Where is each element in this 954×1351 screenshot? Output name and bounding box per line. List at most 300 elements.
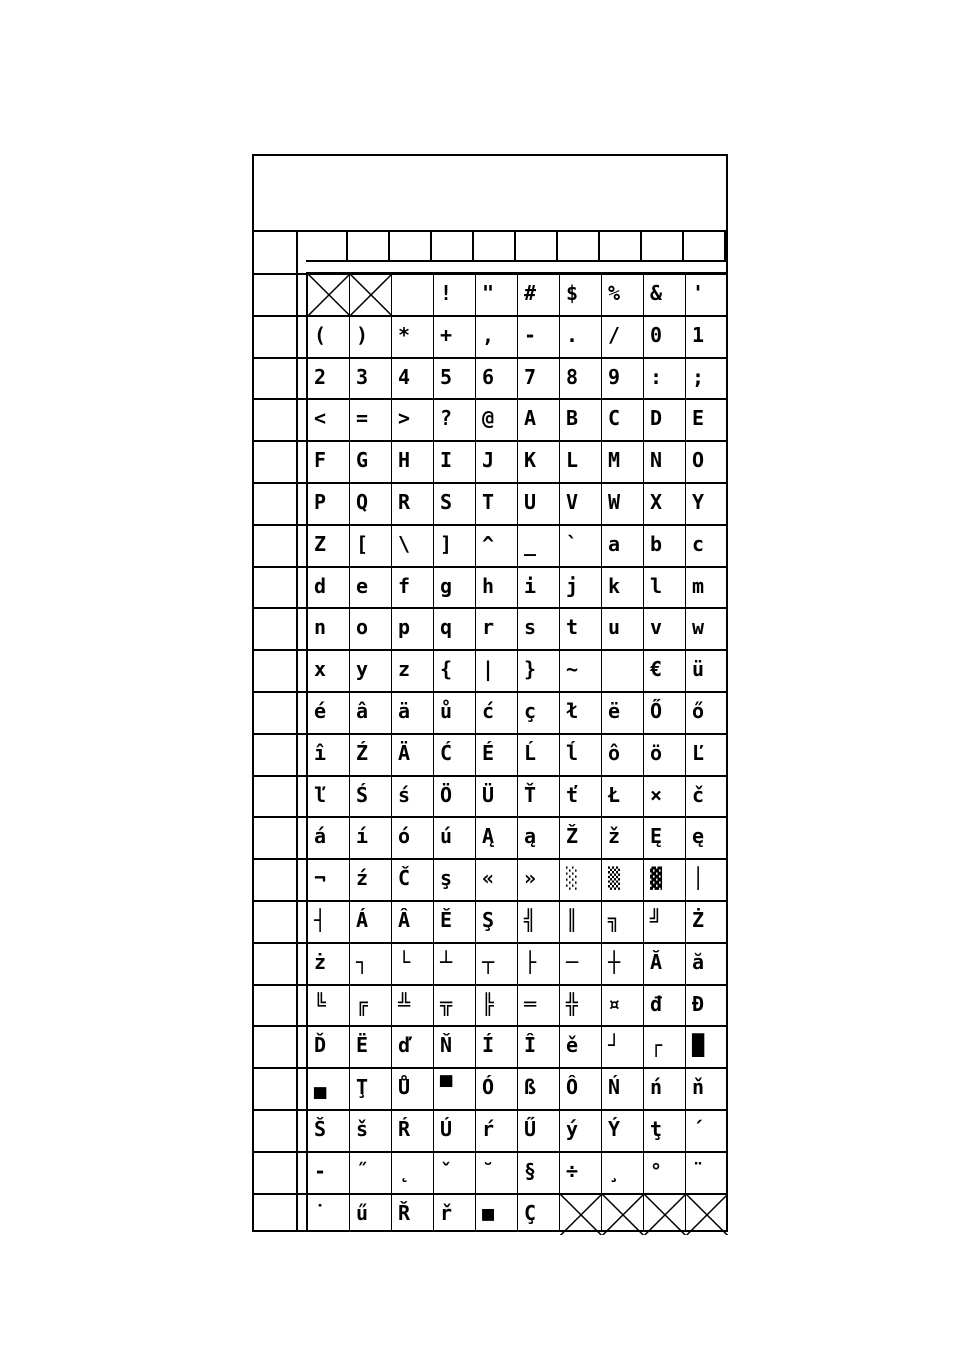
column-divider bbox=[433, 274, 434, 1230]
char-cell bbox=[434, 1110, 476, 1152]
char-cell bbox=[308, 1026, 350, 1068]
char-cell bbox=[518, 1110, 560, 1152]
char-glyph: š bbox=[356, 1117, 369, 1141]
char-glyph: Ń bbox=[608, 1075, 621, 1100]
char-glyph: ę bbox=[692, 824, 705, 849]
char-glyph: Ď bbox=[314, 1033, 327, 1058]
char-glyph: ˙ bbox=[314, 1200, 327, 1225]
char-glyph: ˛ bbox=[398, 1158, 411, 1183]
char-glyph: M bbox=[608, 448, 621, 473]
char-cell bbox=[434, 316, 476, 358]
char-glyph: ' bbox=[692, 281, 705, 305]
char-cell bbox=[686, 734, 728, 776]
char-cell bbox=[434, 441, 476, 483]
row-divider bbox=[254, 482, 726, 484]
char-cell bbox=[644, 817, 686, 859]
char-glyph: t bbox=[566, 615, 579, 640]
char-glyph: ╔ bbox=[356, 991, 369, 1016]
char-glyph: ╚ bbox=[314, 991, 327, 1016]
char-cell bbox=[644, 1152, 686, 1194]
char-glyph: ] bbox=[440, 531, 453, 556]
char-cell bbox=[644, 525, 686, 567]
char-cell bbox=[518, 776, 560, 818]
char-cell bbox=[518, 399, 560, 441]
row-divider bbox=[254, 440, 726, 442]
char-cell bbox=[686, 358, 728, 400]
char-glyph: Ç bbox=[524, 1200, 537, 1225]
char-glyph: ö bbox=[650, 740, 663, 765]
char-glyph: ■ bbox=[482, 1200, 495, 1225]
cross-mark-icon bbox=[350, 274, 392, 316]
char-glyph: y bbox=[356, 657, 369, 682]
char-cell bbox=[350, 817, 392, 859]
char-cell bbox=[308, 734, 350, 776]
char-cell bbox=[350, 525, 392, 567]
char-cell bbox=[560, 1110, 602, 1152]
char-glyph: ű bbox=[356, 1200, 369, 1225]
char-cell bbox=[350, 1194, 392, 1236]
char-cell bbox=[644, 776, 686, 818]
char-glyph: € bbox=[650, 657, 663, 682]
title-band bbox=[254, 156, 726, 232]
char-glyph: Ż bbox=[692, 908, 705, 932]
column-header-cell bbox=[474, 232, 516, 262]
char-glyph: ä bbox=[398, 699, 411, 723]
char-cell bbox=[476, 316, 518, 358]
char-glyph: ) bbox=[356, 322, 369, 347]
unused-cell bbox=[602, 1194, 644, 1236]
char-cell bbox=[434, 943, 476, 985]
char-glyph: q bbox=[440, 615, 453, 640]
char-glyph: P bbox=[314, 490, 327, 514]
row-label-column bbox=[254, 232, 298, 1230]
char-cell bbox=[350, 608, 392, 650]
char-glyph: í bbox=[356, 824, 369, 849]
char-glyph: ╗ bbox=[608, 908, 621, 932]
char-glyph: G bbox=[356, 448, 369, 473]
char-glyph: Ý bbox=[608, 1117, 621, 1141]
char-cell bbox=[560, 399, 602, 441]
char-cell bbox=[686, 1152, 728, 1194]
char-glyph: + bbox=[440, 322, 453, 347]
char-cell bbox=[308, 399, 350, 441]
char-glyph: ╣ bbox=[524, 908, 537, 932]
char-cell bbox=[686, 985, 728, 1027]
char-glyph: ô bbox=[608, 740, 621, 765]
char-cell bbox=[518, 441, 560, 483]
char-cell bbox=[434, 525, 476, 567]
char-cell bbox=[644, 1110, 686, 1152]
char-cell bbox=[476, 525, 518, 567]
char-cell bbox=[350, 1068, 392, 1110]
char-glyph: Ă bbox=[650, 949, 663, 974]
char-glyph: Đ bbox=[692, 991, 705, 1016]
row-divider bbox=[254, 607, 726, 609]
char-glyph: $ bbox=[566, 281, 579, 305]
char-glyph: ż bbox=[314, 949, 327, 974]
char-glyph: ţ bbox=[650, 1117, 663, 1141]
char-cell bbox=[476, 817, 518, 859]
char-glyph: d bbox=[314, 573, 327, 598]
column-divider bbox=[517, 274, 518, 1230]
char-cell bbox=[518, 943, 560, 985]
char-cell bbox=[434, 358, 476, 400]
char-cell bbox=[686, 1026, 728, 1068]
char-cell bbox=[392, 525, 434, 567]
char-glyph: Ü bbox=[482, 782, 495, 807]
char-glyph: █ bbox=[692, 1033, 705, 1058]
char-cell bbox=[308, 316, 350, 358]
char-cell bbox=[560, 985, 602, 1027]
char-cell bbox=[560, 1152, 602, 1194]
char-cell bbox=[350, 1026, 392, 1068]
char-cell bbox=[434, 734, 476, 776]
char-glyph: f bbox=[398, 573, 411, 598]
char-glyph: V bbox=[566, 490, 579, 514]
char-glyph: ( bbox=[314, 322, 327, 347]
char-cell bbox=[434, 567, 476, 609]
char-cell bbox=[476, 483, 518, 525]
row-divider bbox=[254, 1109, 726, 1111]
char-glyph: É bbox=[482, 740, 495, 765]
char-glyph: ░ bbox=[566, 866, 579, 891]
column-divider bbox=[349, 274, 350, 1230]
char-glyph: ┬ bbox=[482, 949, 495, 974]
column-divider bbox=[601, 274, 602, 1230]
cross-mark-icon bbox=[308, 274, 350, 316]
char-cell bbox=[308, 1152, 350, 1194]
char-cell bbox=[602, 734, 644, 776]
column-header-cell bbox=[684, 232, 726, 262]
char-cell bbox=[308, 859, 350, 901]
char-cell bbox=[518, 734, 560, 776]
unused-cell bbox=[308, 274, 350, 316]
char-glyph: z bbox=[398, 657, 411, 682]
char-cell bbox=[644, 441, 686, 483]
char-glyph: n bbox=[314, 615, 327, 640]
char-glyph: j bbox=[566, 573, 579, 598]
char-glyph: b bbox=[650, 531, 663, 556]
char-glyph: Ř bbox=[398, 1200, 411, 1225]
char-glyph: g bbox=[440, 573, 453, 598]
row-divider bbox=[254, 524, 726, 526]
char-glyph: 2 bbox=[314, 364, 327, 389]
char-cell bbox=[476, 901, 518, 943]
char-cell bbox=[434, 399, 476, 441]
char-cell bbox=[602, 358, 644, 400]
char-glyph: 9 bbox=[608, 364, 621, 389]
char-glyph: Ś bbox=[356, 782, 369, 807]
char-cell bbox=[476, 358, 518, 400]
char-cell bbox=[392, 399, 434, 441]
char-glyph: ú bbox=[440, 824, 453, 849]
char-glyph: C bbox=[608, 406, 621, 431]
char-glyph: Ö bbox=[440, 782, 453, 807]
char-glyph: ^ bbox=[482, 531, 495, 556]
char-glyph: s bbox=[524, 615, 537, 640]
char-glyph: ĺ bbox=[566, 740, 579, 765]
char-cell bbox=[434, 776, 476, 818]
char-glyph: Ě bbox=[440, 908, 453, 932]
code-page-table bbox=[252, 154, 728, 1232]
char-glyph: ╩ bbox=[398, 991, 411, 1016]
char-cell bbox=[686, 274, 728, 316]
char-glyph: Ô bbox=[566, 1075, 579, 1100]
char-glyph: Ë bbox=[356, 1033, 369, 1058]
char-glyph: ˇ bbox=[440, 1158, 453, 1183]
char-glyph: Ş bbox=[482, 908, 495, 932]
char-glyph: ° bbox=[650, 1158, 663, 1183]
char-glyph: á bbox=[314, 824, 327, 849]
char-glyph: ├ bbox=[524, 949, 537, 974]
char-cell bbox=[644, 859, 686, 901]
char-glyph: ľ bbox=[314, 782, 327, 807]
row-divider bbox=[254, 775, 726, 777]
char-cell bbox=[434, 1068, 476, 1110]
char-cell bbox=[392, 483, 434, 525]
char-glyph: . bbox=[566, 322, 579, 347]
char-cell bbox=[308, 650, 350, 692]
char-glyph: Í bbox=[482, 1033, 495, 1058]
char-cell bbox=[644, 567, 686, 609]
char-cell bbox=[560, 525, 602, 567]
char-glyph: ů bbox=[440, 699, 453, 723]
char-glyph: Q bbox=[356, 490, 369, 514]
char-cell bbox=[476, 985, 518, 1027]
char-cell bbox=[518, 650, 560, 692]
char-glyph: E bbox=[692, 406, 705, 431]
char-glyph: T bbox=[482, 490, 495, 514]
row-divider bbox=[254, 984, 726, 986]
char-cell bbox=[308, 901, 350, 943]
char-cell bbox=[434, 901, 476, 943]
char-glyph: ď bbox=[398, 1033, 411, 1058]
char-cell bbox=[560, 441, 602, 483]
char-glyph: 8 bbox=[566, 364, 579, 389]
char-glyph: } bbox=[524, 657, 537, 682]
char-cell bbox=[434, 1026, 476, 1068]
char-cell bbox=[392, 1152, 434, 1194]
char-cell bbox=[476, 650, 518, 692]
char-cell bbox=[518, 274, 560, 316]
unused-cell bbox=[560, 1194, 602, 1236]
char-glyph: 5 bbox=[440, 364, 453, 389]
char-cell bbox=[476, 441, 518, 483]
char-glyph: & bbox=[650, 281, 663, 305]
char-glyph: Ź bbox=[356, 740, 369, 765]
char-glyph: Ű bbox=[524, 1117, 537, 1141]
char-glyph: m bbox=[692, 573, 705, 598]
char-glyph: ¬ bbox=[314, 866, 327, 891]
char-cell bbox=[350, 399, 392, 441]
char-glyph: @ bbox=[482, 406, 495, 431]
row-divider bbox=[254, 900, 726, 902]
char-cell bbox=[518, 316, 560, 358]
char-cell bbox=[560, 859, 602, 901]
char-glyph: { bbox=[440, 657, 453, 682]
char-glyph: v bbox=[650, 615, 663, 640]
char-cell bbox=[350, 441, 392, 483]
char-glyph: _ bbox=[524, 531, 537, 556]
char-cell bbox=[308, 608, 350, 650]
char-cell bbox=[476, 1110, 518, 1152]
row-divider bbox=[254, 649, 726, 651]
char-glyph: X bbox=[650, 490, 663, 514]
char-glyph: ┘ bbox=[608, 1033, 621, 1058]
char-cell bbox=[686, 608, 728, 650]
column-divider bbox=[685, 274, 686, 1230]
char-cell bbox=[476, 1152, 518, 1194]
char-cell bbox=[476, 399, 518, 441]
char-cell bbox=[392, 274, 434, 316]
char-glyph: ą bbox=[524, 824, 537, 849]
char-glyph: │ bbox=[692, 866, 705, 891]
char-cell bbox=[350, 567, 392, 609]
char-cell bbox=[350, 483, 392, 525]
char-glyph: l bbox=[650, 573, 663, 598]
char-glyph: Ą bbox=[482, 824, 495, 849]
char-glyph: ▄ bbox=[314, 1075, 327, 1100]
char-cell bbox=[644, 1026, 686, 1068]
char-glyph: Ĺ bbox=[524, 740, 537, 765]
char-cell bbox=[560, 776, 602, 818]
char-glyph: ┼ bbox=[608, 949, 621, 974]
char-glyph: ? bbox=[440, 406, 453, 431]
char-cell bbox=[602, 567, 644, 609]
char-cell bbox=[350, 692, 392, 734]
char-cell bbox=[308, 1194, 350, 1236]
char-cell bbox=[560, 316, 602, 358]
char-cell bbox=[392, 817, 434, 859]
char-cell bbox=[350, 859, 392, 901]
char-cell bbox=[476, 859, 518, 901]
char-glyph: ł bbox=[566, 699, 579, 723]
char-glyph: × bbox=[650, 782, 663, 807]
char-cell bbox=[560, 650, 602, 692]
char-cell bbox=[350, 1152, 392, 1194]
char-glyph: ß bbox=[524, 1075, 537, 1100]
char-cell bbox=[686, 776, 728, 818]
char-glyph: Ú bbox=[440, 1117, 453, 1141]
char-glyph: Î bbox=[524, 1033, 537, 1058]
char-cell bbox=[602, 1068, 644, 1110]
char-cell bbox=[476, 608, 518, 650]
char-cell bbox=[476, 692, 518, 734]
char-cell bbox=[308, 1068, 350, 1110]
char-glyph: # bbox=[524, 281, 537, 305]
char-cell bbox=[518, 1068, 560, 1110]
unused-cell bbox=[350, 274, 392, 316]
column-header-cell bbox=[642, 232, 684, 262]
row-divider bbox=[254, 1151, 726, 1153]
char-cell bbox=[518, 567, 560, 609]
char-cell bbox=[602, 1110, 644, 1152]
row-divider bbox=[254, 1025, 726, 1027]
char-glyph: ź bbox=[356, 866, 369, 891]
char-glyph: ť bbox=[566, 782, 579, 807]
char-glyph: ▒ bbox=[608, 866, 621, 891]
char-glyph: ç bbox=[524, 699, 537, 723]
row-divider bbox=[254, 1067, 726, 1069]
char-cell bbox=[644, 650, 686, 692]
char-cell bbox=[686, 316, 728, 358]
cross-mark-icon bbox=[602, 1194, 644, 1236]
char-glyph: ─ bbox=[566, 949, 579, 974]
char-cell bbox=[434, 650, 476, 692]
char-glyph: ═ bbox=[524, 991, 537, 1016]
char-cell bbox=[686, 567, 728, 609]
char-cell bbox=[350, 358, 392, 400]
char-cell bbox=[686, 441, 728, 483]
char-glyph: ~ bbox=[566, 657, 579, 682]
char-glyph: = bbox=[356, 406, 369, 431]
char-glyph: ║ bbox=[566, 908, 579, 932]
char-glyph: ┤ bbox=[314, 908, 327, 932]
char-glyph: r bbox=[482, 615, 495, 640]
char-glyph: 4 bbox=[398, 364, 411, 389]
char-glyph: x bbox=[314, 657, 327, 682]
char-glyph: e bbox=[356, 573, 369, 598]
char-cell bbox=[518, 1152, 560, 1194]
char-glyph: Ć bbox=[440, 740, 453, 765]
char-cell bbox=[392, 985, 434, 1027]
char-glyph: ˝ bbox=[356, 1158, 369, 1183]
char-cell bbox=[392, 1026, 434, 1068]
char-cell bbox=[476, 734, 518, 776]
char-cell bbox=[560, 817, 602, 859]
char-cell bbox=[560, 692, 602, 734]
char-cell bbox=[602, 692, 644, 734]
char-glyph: < bbox=[314, 406, 327, 431]
row-divider bbox=[254, 273, 726, 275]
char-cell bbox=[434, 1194, 476, 1236]
char-cell bbox=[350, 316, 392, 358]
char-glyph: ╠ bbox=[482, 991, 495, 1016]
char-cell bbox=[434, 817, 476, 859]
char-cell bbox=[308, 776, 350, 818]
column-header-strip bbox=[306, 232, 726, 274]
char-glyph: ş bbox=[440, 866, 453, 891]
char-cell bbox=[560, 1068, 602, 1110]
column-divider bbox=[559, 274, 560, 1230]
char-cell bbox=[560, 608, 602, 650]
char-cell bbox=[644, 1068, 686, 1110]
char-glyph: ń bbox=[650, 1075, 663, 1100]
char-glyph: └ bbox=[398, 949, 411, 974]
char-glyph: č bbox=[692, 782, 705, 807]
row-divider bbox=[254, 357, 726, 359]
char-glyph: S bbox=[440, 490, 453, 514]
char-cell bbox=[686, 943, 728, 985]
char-cell bbox=[308, 1110, 350, 1152]
char-glyph: § bbox=[524, 1158, 537, 1183]
cross-mark-icon bbox=[560, 1194, 602, 1236]
char-cell bbox=[560, 943, 602, 985]
char-glyph: Ť bbox=[524, 782, 537, 807]
row-divider bbox=[254, 315, 726, 317]
char-glyph: ć bbox=[482, 699, 495, 723]
char-glyph: ˘ bbox=[482, 1158, 495, 1183]
char-cell bbox=[308, 441, 350, 483]
char-cell bbox=[686, 859, 728, 901]
char-cell bbox=[560, 483, 602, 525]
char-glyph: ś bbox=[398, 782, 411, 807]
char-glyph: Ů bbox=[398, 1075, 411, 1100]
char-glyph: Z bbox=[314, 531, 327, 556]
row-divider bbox=[254, 858, 726, 860]
char-glyph: ý bbox=[566, 1117, 579, 1141]
row-divider bbox=[254, 566, 726, 568]
